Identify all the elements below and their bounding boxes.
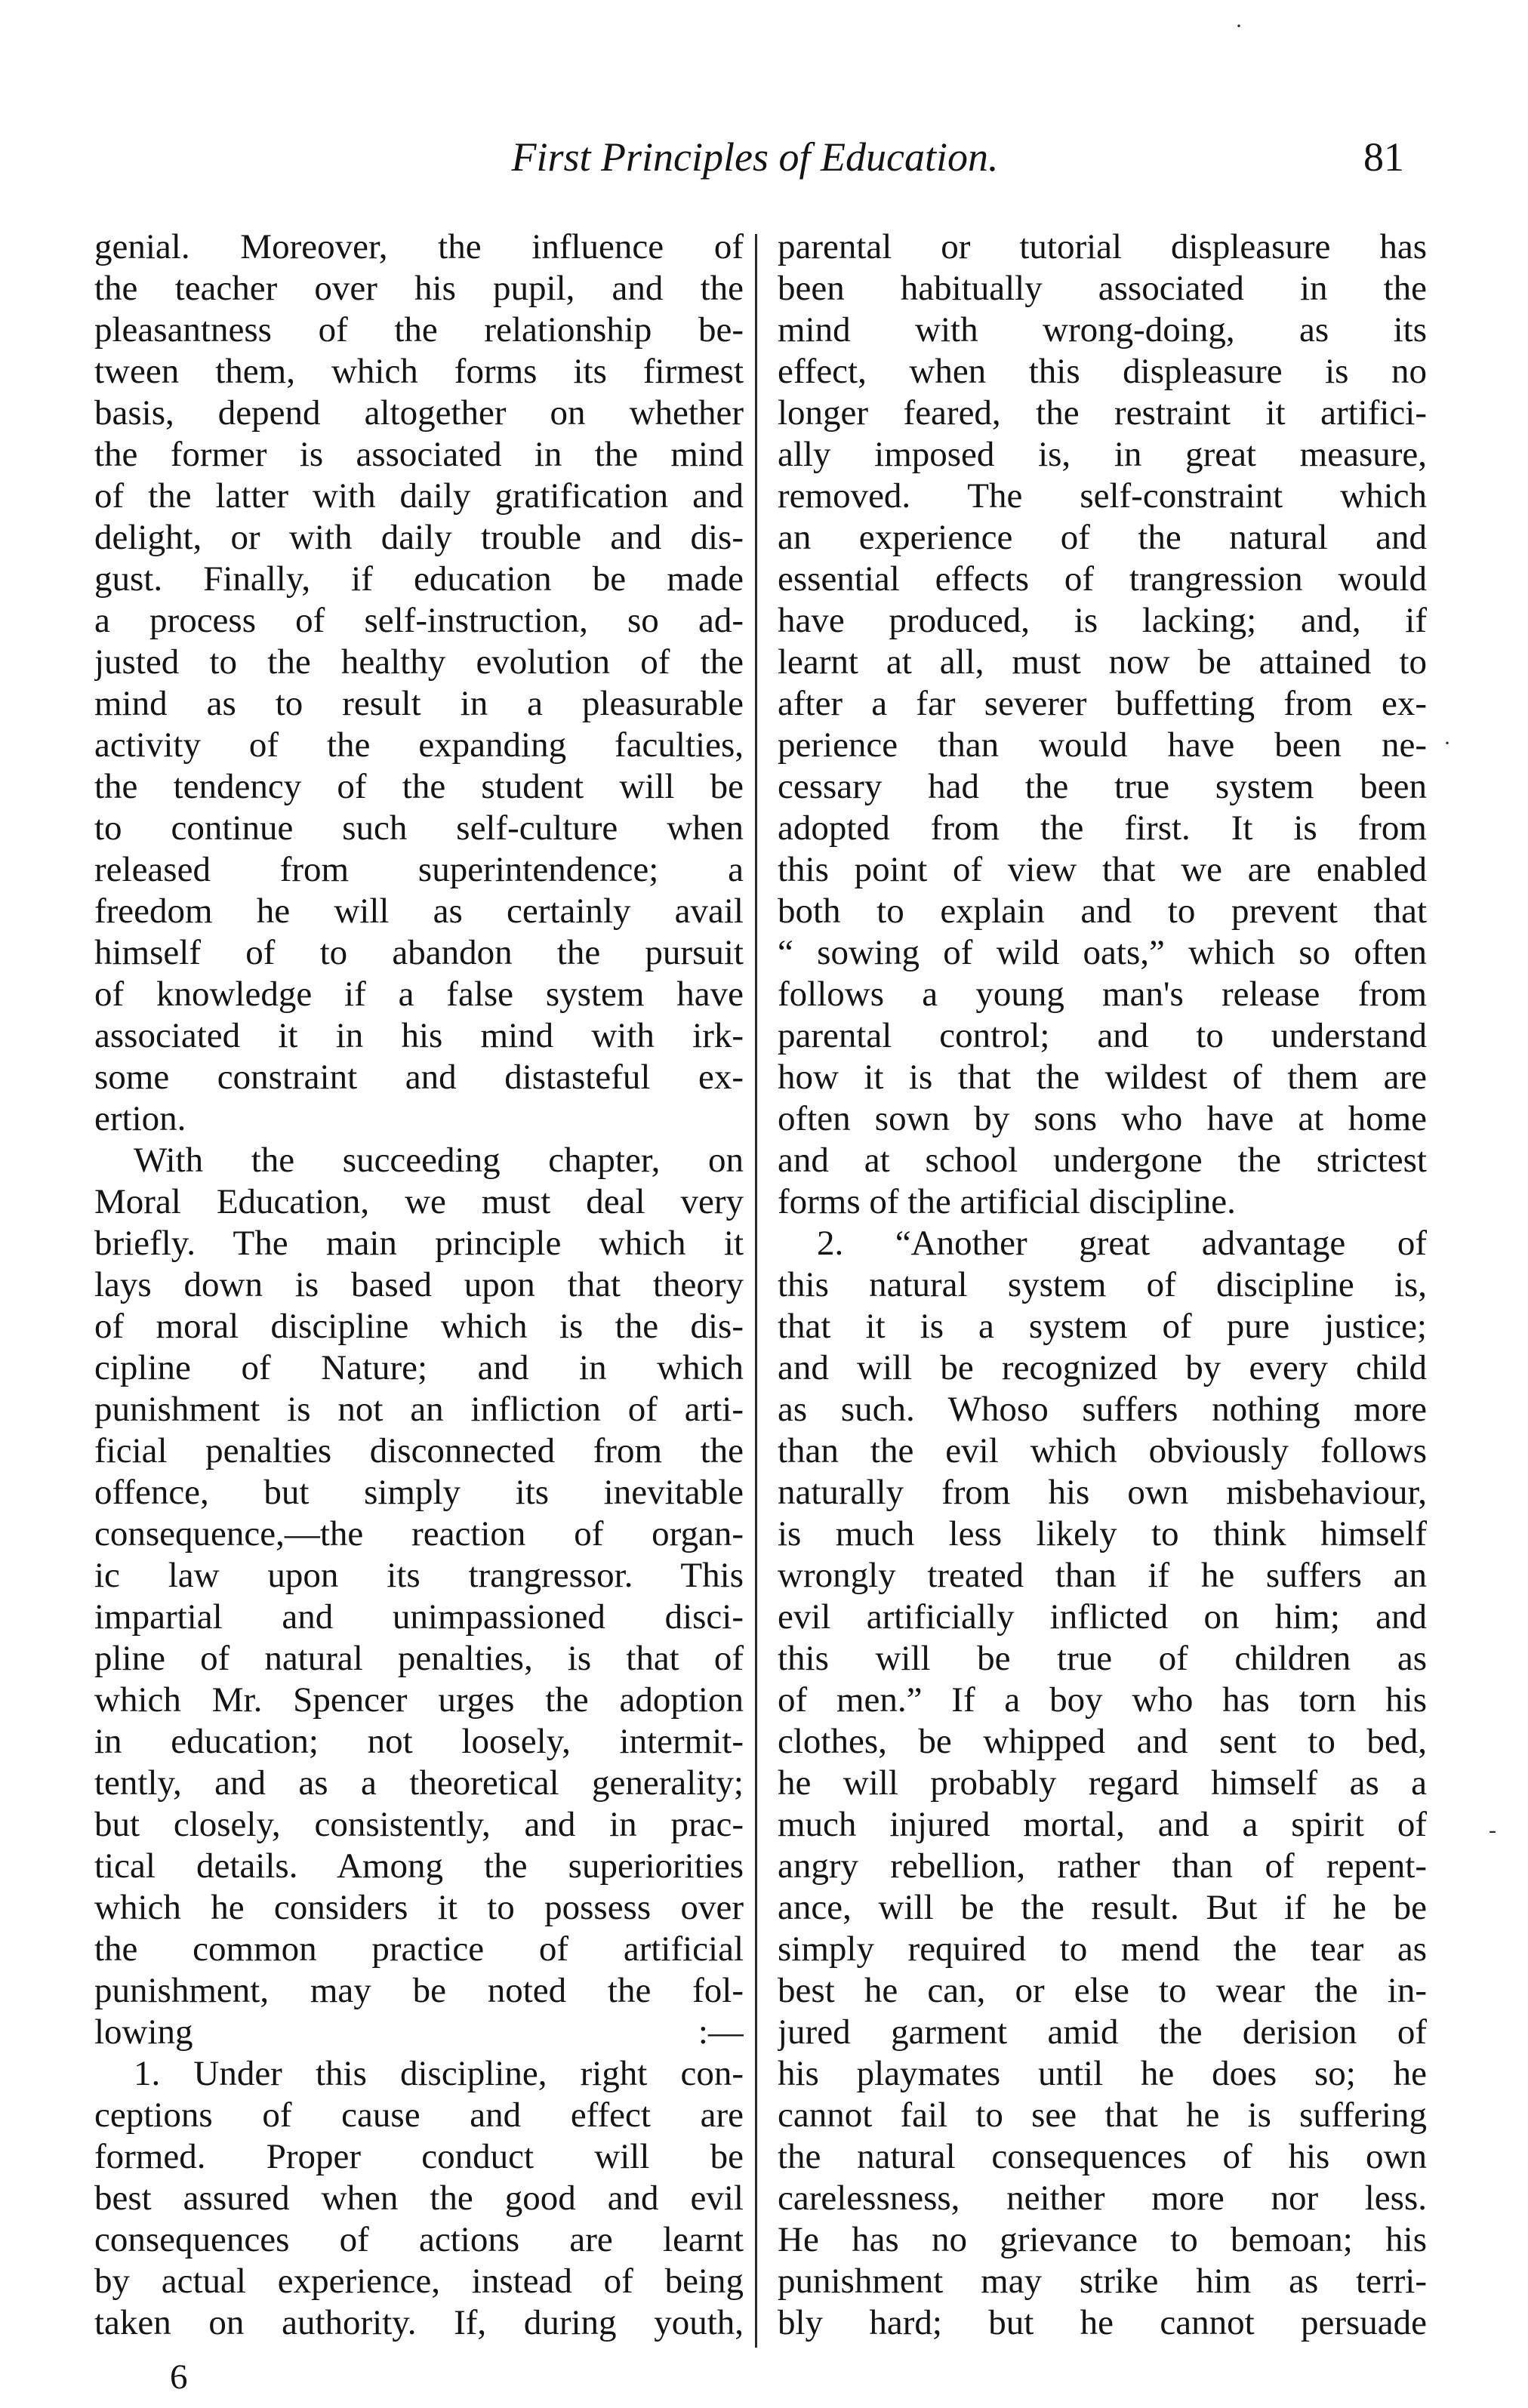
ink-speck: · bbox=[1443, 731, 1451, 756]
text-line: carelessness, neither more nor less. bbox=[778, 2179, 1427, 2218]
text-line: 2. “Another great advantage of bbox=[817, 1224, 1427, 1263]
text-line: much injured mortal, and a spirit of bbox=[778, 1805, 1427, 1844]
text-line: ance, will be the result. But if he be bbox=[778, 1888, 1427, 1927]
text-line: “ sowing of wild oats,” which so often bbox=[778, 933, 1427, 972]
text-line: impartial and unimpassioned disci- bbox=[94, 1597, 744, 1637]
text-line: ceptions of cause and effect are bbox=[94, 2095, 744, 2135]
text-line: tween them, which forms its firmest bbox=[94, 352, 744, 391]
text-line: his playmates until he does so; he bbox=[778, 2054, 1427, 2093]
right-column bbox=[778, 226, 1427, 2344]
text-line: both to explain and to prevent that bbox=[778, 891, 1427, 931]
text-line: best he can, or else to wear the in- bbox=[778, 1971, 1427, 2010]
ink-speck: · bbox=[1235, 14, 1243, 38]
text-line: this point of view that we are enabled bbox=[778, 850, 1427, 889]
text-line: the common practice of artificial bbox=[94, 1929, 744, 1969]
text-line: to continue such self-culture when bbox=[94, 808, 744, 848]
text-line: forms of the artificial discipline. bbox=[778, 1182, 1236, 1221]
text-line: punishment is not an infliction of arti- bbox=[94, 1390, 744, 1429]
text-line: tical details. Among the superiorities bbox=[94, 1846, 744, 1886]
text-line: the natural consequences of his own bbox=[778, 2137, 1427, 2176]
text-line: adopted from the first. It is from bbox=[778, 808, 1427, 848]
page-number: 81 bbox=[1363, 134, 1404, 180]
text-line: perience than would have been ne- bbox=[778, 725, 1427, 765]
text-line: a process of self-instruction, so ad- bbox=[94, 601, 744, 640]
text-line: of the latter with daily gratification and bbox=[94, 476, 744, 516]
text-line: mind with wrong-doing, as its bbox=[778, 310, 1427, 349]
text-line: ally imposed is, in great measure, bbox=[778, 435, 1427, 474]
text-line: after a far severer buffetting from ex- bbox=[778, 684, 1427, 723]
text-line: taken on authority. If, during youth, bbox=[94, 2303, 744, 2342]
text-line: some constraint and distasteful ex- bbox=[94, 1058, 744, 1097]
text-line: longer feared, the restraint it artifici- bbox=[778, 393, 1427, 433]
text-line: wrongly treated than if he suffers an bbox=[778, 1556, 1427, 1595]
text-line: evil artificially inflicted on him; and bbox=[778, 1597, 1427, 1637]
text-line: mind as to result in a pleasurable bbox=[94, 684, 744, 723]
text-line: how it is that the wildest of them are bbox=[778, 1058, 1427, 1097]
text-line: parental or tutorial displeasure has bbox=[778, 227, 1427, 266]
text-line: punishment may strike him as terri- bbox=[778, 2262, 1427, 2301]
text-line: freedom he will as certainly avail bbox=[94, 891, 744, 931]
text-line: an experience of the natural and bbox=[778, 518, 1427, 557]
text-line: ertion. bbox=[94, 1099, 186, 1138]
text-line: briefly. The main principle which it bbox=[94, 1224, 744, 1263]
text-line: pline of natural penalties, is that of bbox=[94, 1639, 744, 1678]
text-line: With the succeeding chapter, on bbox=[134, 1141, 744, 1180]
text-line: naturally from his own misbehaviour, bbox=[778, 1473, 1427, 1512]
text-line: pleasantness of the relationship be- bbox=[94, 310, 744, 349]
text-line: cipline of Nature; and in which bbox=[94, 1348, 744, 1387]
text-line: as such. Whoso suffers nothing more bbox=[778, 1390, 1427, 1429]
text-line: lowing :— bbox=[94, 2012, 744, 2052]
text-line: offence, but simply its inevitable bbox=[94, 1473, 744, 1512]
text-line: have produced, is lacking; and, if bbox=[778, 601, 1427, 640]
text-line: punishment, may be noted the fol- bbox=[94, 1971, 744, 2010]
text-line: in education; not loosely, intermit- bbox=[94, 1722, 744, 1761]
text-line: himself of to abandon the pursuit bbox=[94, 933, 744, 972]
text-line: tently, and as a theoretical generality; bbox=[94, 1763, 744, 1803]
text-line: follows a young man's release from bbox=[778, 975, 1427, 1014]
text-line: parental control; and to understand bbox=[778, 1016, 1427, 1055]
text-line: often sown by sons who have at home bbox=[778, 1099, 1427, 1138]
text-line: simply required to mend the tear as bbox=[778, 1929, 1427, 1969]
text-line: gust. Finally, if education be made bbox=[94, 559, 744, 599]
text-line: lays down is based upon that theory bbox=[94, 1265, 744, 1304]
text-line: released from superintendence; a bbox=[94, 850, 744, 889]
text-line: this natural system of discipline is, bbox=[778, 1265, 1427, 1304]
text-line: ic law upon its trangressor. This bbox=[94, 1556, 744, 1595]
text-line: of moral discipline which is the dis- bbox=[94, 1307, 744, 1346]
text-line: by actual experience, instead of being bbox=[94, 2262, 744, 2301]
text-line: been habitually associated in the bbox=[778, 269, 1427, 308]
text-line: basis, depend altogether on whether bbox=[94, 393, 744, 433]
text-line: the former is associated in the mind bbox=[94, 435, 744, 474]
text-line: jured garment amid the derision of bbox=[778, 2012, 1427, 2052]
text-line: best assured when the good and evil bbox=[94, 2179, 744, 2218]
text-line: essential effects of trangression would bbox=[778, 559, 1427, 599]
ink-speck: - bbox=[1489, 1818, 1496, 1843]
signature-mark: 6 bbox=[170, 2357, 188, 2397]
text-line: the teacher over his pupil, and the bbox=[94, 269, 744, 308]
left-column bbox=[94, 226, 744, 2344]
text-line: of knowledge if a false system have bbox=[94, 975, 744, 1014]
text-line: but closely, consistently, and in prac- bbox=[94, 1805, 744, 1844]
text-line: consequences of actions are learnt bbox=[94, 2220, 744, 2259]
text-line: than the evil which obviously follows bbox=[778, 1431, 1427, 1470]
text-line: 1. Under this discipline, right con- bbox=[134, 2054, 744, 2093]
text-line: cessary had the true system been bbox=[778, 767, 1427, 806]
column-divider bbox=[755, 234, 757, 2348]
text-line: consequence,—the reaction of organ- bbox=[94, 1514, 744, 1553]
text-line: cannot fail to see that he is suffering bbox=[778, 2095, 1427, 2135]
text-line: this will be true of children as bbox=[778, 1639, 1427, 1678]
text-line: which he considers it to possess over bbox=[94, 1888, 744, 1927]
text-line: is much less likely to think himself bbox=[778, 1514, 1427, 1553]
text-line: genial. Moreover, the influence of bbox=[94, 227, 744, 266]
text-line: learnt at all, must now be attained to bbox=[778, 642, 1427, 682]
text-line: angry rebellion, rather than of repent- bbox=[778, 1846, 1427, 1886]
text-line: that it is a system of pure justice; bbox=[778, 1307, 1427, 1346]
text-line: formed. Proper conduct will be bbox=[94, 2137, 744, 2176]
text-line: He has no grievance to bemoan; his bbox=[778, 2220, 1427, 2259]
text-line: activity of the expanding faculties, bbox=[94, 725, 744, 765]
text-line: effect, when this displeasure is no bbox=[778, 352, 1427, 391]
text-line: clothes, be whipped and sent to bed, bbox=[778, 1722, 1427, 1761]
text-line: which Mr. Spencer urges the adoption bbox=[94, 1680, 744, 1720]
running-title: First Principles of Education. bbox=[511, 134, 999, 180]
text-line: justed to the healthy evolution of the bbox=[94, 642, 744, 682]
text-line: removed. The self-constraint which bbox=[778, 476, 1427, 516]
text-line: he will probably regard himself as a bbox=[778, 1763, 1427, 1803]
text-line: associated it in his mind with irk- bbox=[94, 1016, 744, 1055]
text-line: Moral Education, we must deal very bbox=[94, 1182, 744, 1221]
text-line: the tendency of the student will be bbox=[94, 767, 744, 806]
text-line: delight, or with daily trouble and dis- bbox=[94, 518, 744, 557]
text-line: and at school undergone the strictest bbox=[778, 1141, 1427, 1180]
text-line: bly hard; but he cannot persuade bbox=[778, 2303, 1427, 2342]
text-line: and will be recognized by every child bbox=[778, 1348, 1427, 1387]
text-line: ficial penalties disconnected from the bbox=[94, 1431, 744, 1470]
text-line: of men.” If a boy who has torn his bbox=[778, 1680, 1427, 1720]
